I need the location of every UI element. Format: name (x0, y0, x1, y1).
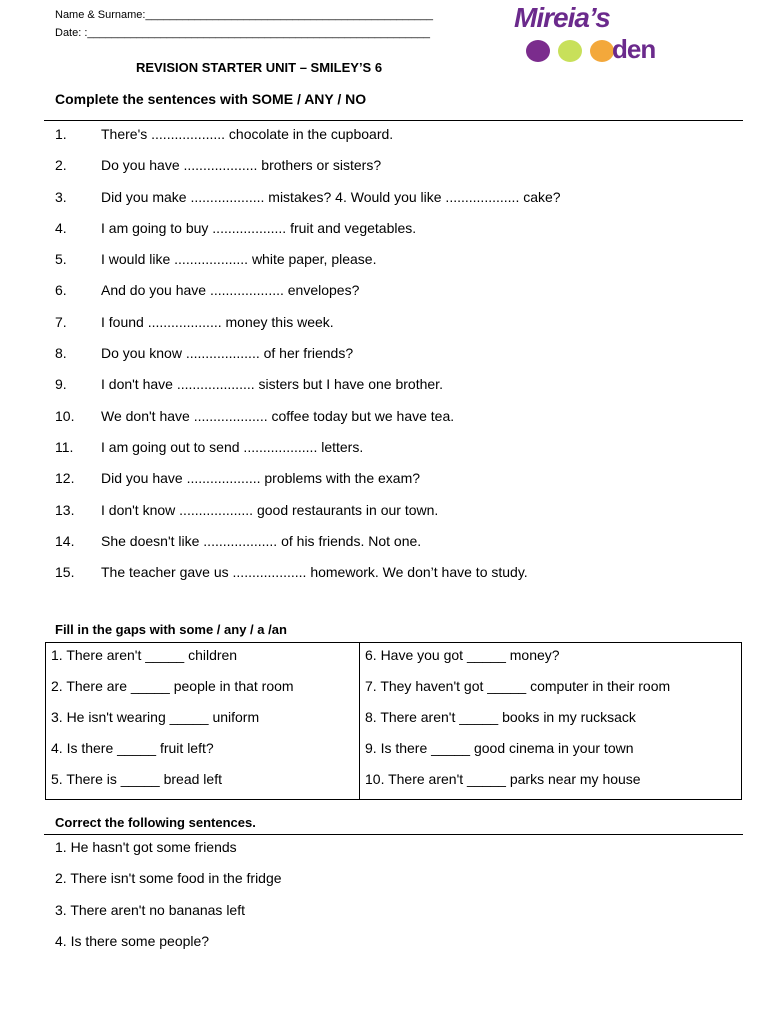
exercise-item (55, 246, 745, 277)
exercise-sentence: Do you know ................... of her friends? (101, 345, 354, 362)
gap-fill-item: 3. He isn't wearing _____ uniform (51, 709, 260, 725)
logo-green-dot (558, 40, 582, 62)
gap-fill-table (45, 642, 742, 800)
exercise-sentence: And do you have ................... envelopes? (101, 282, 360, 299)
exercise-number: 8. (55, 345, 67, 362)
exercise-item (55, 465, 745, 496)
exercise-item (55, 371, 745, 402)
worksheet-title: REVISION STARTER UNIT – SMILEY’S 6 (136, 60, 383, 75)
section3-instruction: Correct the following sentences. (55, 815, 256, 830)
logo-purple-dot (526, 40, 550, 62)
exercise-number: 14. (55, 532, 75, 549)
exercise-sentence: There's ................... chocolate in the cupboard. (101, 126, 394, 142)
section3-list (55, 836, 282, 961)
gap-fill-item: 8. There aren't _____ books in my rucksack (365, 709, 636, 725)
exercise-number: 6. (55, 282, 67, 299)
section1-list (55, 121, 745, 590)
gap-fill-right-column (360, 643, 742, 800)
gap-fill-item: 1. There aren't _____ children (51, 647, 238, 663)
exercise-number: 3. (55, 188, 67, 205)
exercise-item (55, 497, 745, 528)
exercise-sentence: We don't have ................... coffee today but we have tea. (101, 407, 455, 424)
exercise-number: 11. (55, 438, 74, 455)
exercise-sentence: Did you have ................... problems with the exam? (101, 470, 421, 487)
date-field[interactable]: Date: :________________________________________________________ (55, 27, 430, 39)
exercise-number: 10. (55, 407, 75, 424)
gap-fill-item: 6. Have you got _____ money? (365, 647, 560, 663)
logo-text: Mireia’s (514, 2, 610, 33)
exercise-number: 1. (55, 126, 67, 142)
correction-item: 2. There isn't some food in the fridge (55, 870, 282, 887)
gap-fill-item: 7. They haven't got _____ computer in their room (365, 678, 671, 694)
gap-fill-item: 9. Is there _____ good cinema in your town (365, 740, 634, 756)
exercise-item (55, 528, 745, 559)
logo-den-text: den (612, 34, 656, 64)
exercise-sentence: I am going out to send ................... letters. (101, 438, 364, 455)
exercise-item (55, 403, 745, 434)
mireias-den-logo (512, 2, 656, 66)
exercise-number: 15. (55, 564, 75, 581)
exercise-item (55, 121, 745, 152)
correction-item: 4. Is there some people? (55, 932, 210, 949)
exercise-sentence: Did you make ................... mistakes? 4. Would you like ................... cake? (101, 188, 561, 205)
section3-divider (44, 834, 743, 835)
gap-fill-item: 4. Is there _____ fruit left? (51, 740, 214, 756)
gap-fill-item: 2. There are _____ people in that room (51, 678, 294, 694)
section2-instruction: Fill in the gaps with some / any / a /an (55, 622, 287, 637)
exercise-sentence: The teacher gave us ................... homework. We don’t have to study. (101, 564, 528, 581)
section1-instruction: Complete the sentences with SOME / ANY / NO (55, 91, 367, 107)
correction-item: 1. He hasn't got some friends (55, 839, 237, 855)
name-surname-field[interactable]: Name & Surname:_______________________________________________ (55, 9, 434, 21)
exercise-sentence: I am going to buy ................... fruit and vegetables. (101, 219, 417, 236)
exercise-sentence: She doesn't like ................... of his friends. Not one. (101, 532, 422, 549)
exercise-sentence: Do you have ................... brothers or sisters? (101, 157, 382, 174)
exercise-item (55, 309, 745, 340)
exercise-number: 13. (55, 501, 75, 518)
gap-fill-left-column (46, 643, 360, 800)
exercise-item (55, 434, 745, 465)
exercise-sentence: I don't have .................... sisters but I have one brother. (101, 376, 443, 393)
exercise-number: 12. (55, 470, 75, 487)
exercise-number: 9. (55, 376, 67, 393)
exercise-number: 2. (55, 157, 67, 174)
exercise-sentence: I would like ................... white paper, please. (101, 251, 377, 268)
exercise-number: 4. (55, 219, 67, 236)
exercise-item (55, 152, 745, 183)
logo-orange-dot (590, 40, 614, 62)
exercise-item (55, 215, 745, 246)
exercise-item (55, 559, 745, 590)
exercise-sentence: I found ................... money this week. (101, 313, 334, 330)
exercise-number: 5. (55, 251, 67, 268)
exercise-item (55, 184, 745, 215)
exercise-number: 7. (55, 313, 67, 330)
exercise-sentence: I don't know ................... good restaurants in our town. (101, 501, 439, 518)
correction-item: 3. There aren't no bananas left (55, 901, 245, 918)
exercise-item (55, 277, 745, 308)
gap-fill-item: 5. There is _____ bread left (51, 771, 222, 787)
gap-fill-item: 10. There aren't _____ parks near my house (365, 771, 641, 787)
exercise-item (55, 340, 745, 371)
